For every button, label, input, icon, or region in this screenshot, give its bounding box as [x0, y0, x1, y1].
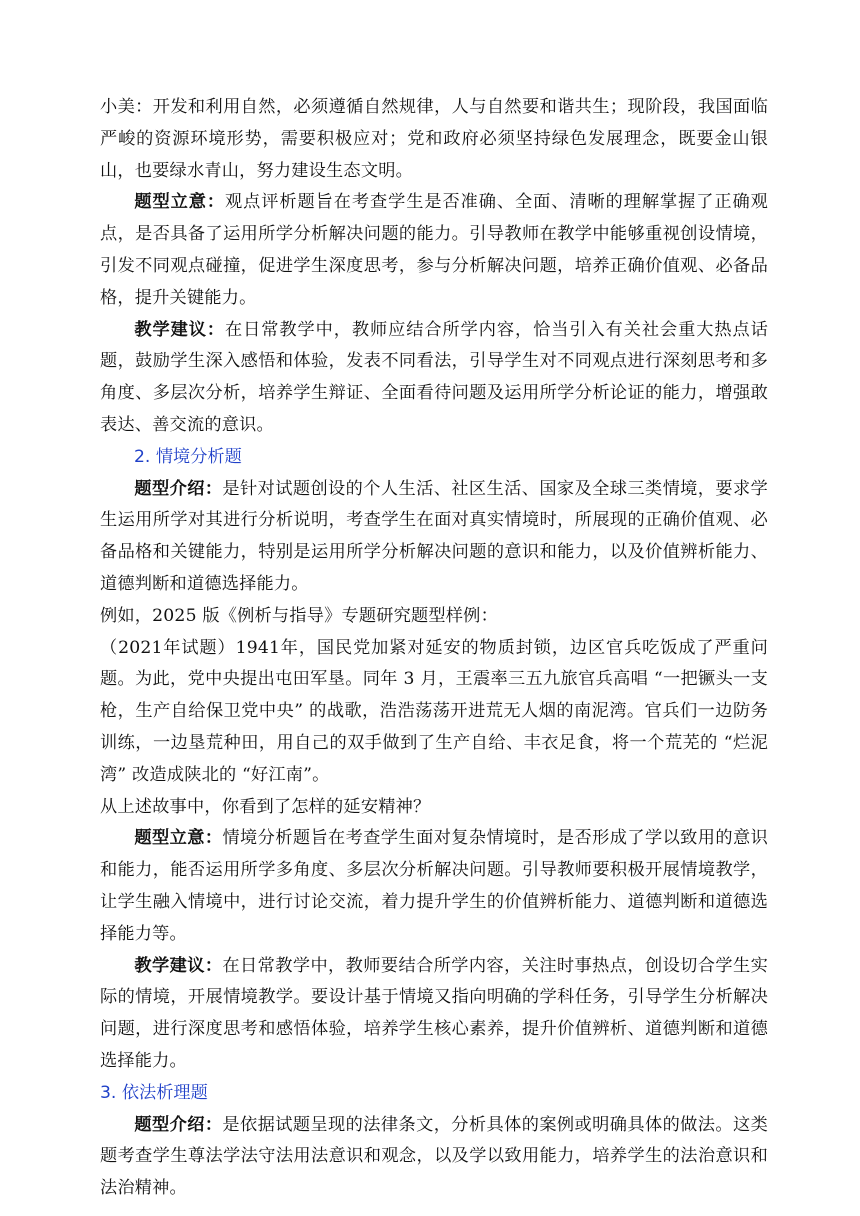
paragraph-text: 情境分析题旨在考查学生面对复杂情境时，是否形成了学以致用的意识和能力，能否运用所学多角度、多层次分析解决问题。引导教师要积极开展情境教学，让学生融入情境中，进行讨论交流，着力提升学生的价值辨析能力、道德判断和道德选择能力等。 [100, 828, 768, 944]
paragraph-teaching-advice-1 [100, 315, 768, 442]
paragraph-text: 从上述故事中，你看到了怎样的延安精神？ [100, 796, 431, 817]
document-page [100, 92, 768, 1205]
paragraph-text: 例如，2025 版《例析与指导》专题研究题型样例： [100, 605, 498, 626]
paragraph-question-intro-3 [100, 1110, 768, 1205]
paragraph-label: 教学建议： [134, 955, 223, 976]
paragraph-label: 题型介绍： [134, 1114, 223, 1135]
paragraph-text: 观点评析题旨在考查学生是否准确、全面、清晰的理解掌握了正确观点，是否具备了运用所学分析解决问题的能力。引导教师在教学中能够重视创设情境，引发不同观点碰撞，促进学生深度思考，参与分析解决问题，培养正确价值观、必备品格，提升关键能力。 [100, 192, 768, 308]
paragraph-question-intro-2 [100, 474, 768, 601]
paragraph-label: 教学建议： [134, 319, 226, 340]
paragraph-text: （2021年试题）1941年，国民党加紧对延安的物质封锁，边区官兵吃饭成了严重问题。为此，党中央提出屯田军垦。同年 3 月，王震率三五九旅官兵高唱 “一把镢头一支枪，生产自给保卫党中央” 的战歌，浩浩荡荡开进荒无人烟的南泥湾。官兵们一边防务训练，一边垦荒种田，用自己的双手做到了生产自给、丰衣足食，将一个荒芜的 “烂泥湾” 改造成陕北的 “好江南”。 [100, 637, 768, 785]
paragraph-text: 小美：开发和利用自然，必须遵循自然规律，人与自然要和谐共生；现阶段，我国面临严峻的资源环境形势，需要积极应对；党和政府必须坚持绿色发展理念，既要金山银山，也要绿水青山，努力建设生态文明。 [100, 97, 768, 181]
paragraph-label: 题型立意： [134, 828, 223, 849]
paragraph-text: 是针对试题创设的个人生活、社区生活、国家及全球三类情境，要求学生运用所学对其进行分析说明，考查学生在面对真实情境时，所展现的正确价值观、必备品格和关键能力，特别是运用所学分析解决问题的意识和能力，以及价值辨析能力、道德判断和道德选择能力。 [100, 478, 768, 594]
paragraph-example [100, 601, 768, 633]
paragraph-text: 在日常教学中，教师应结合所学内容，恰当引入有关社会重大热点话题，鼓励学生深入感悟和体验，发表不同看法，引导学生对不同观点进行深刻思考和多角度、多层次分析，培养学生辩证、全面看待问题及运用所学分析论证的能力，增强敢表达、善交流的意识。 [100, 319, 768, 435]
section-heading-3: 3. 依法析理题 [100, 1082, 208, 1103]
section-heading-2: 2. 情境分析题 [134, 446, 242, 467]
paragraph-text: 是依据试题呈现的法律条文，分析具体的案例或明确具体的做法。这类题考查学生尊法学法守法用法意识和观念，以及学以致用能力，培养学生的法治意识和法治精神。 [100, 1114, 768, 1199]
paragraph-xiaomei [100, 92, 768, 187]
paragraph-question-intent-2 [100, 823, 768, 950]
paragraph-exam-question [100, 633, 768, 792]
paragraph-label: 题型立意： [134, 192, 226, 213]
paragraph-question-prompt [100, 792, 768, 824]
paragraph-teaching-advice-2 [100, 951, 768, 1078]
paragraph-question-intent-1 [100, 187, 768, 314]
paragraph-text: 在日常教学中，教师要结合所学内容，关注时事热点，创设切合学生实际的情境，开展情境教学。要设计基于情境又指向明确的学科任务，引导学生分析解决问题，进行深度思考和感悟体验，培养学生核心素养，提升价值辨析、道德判断和道德选择能力。 [100, 955, 768, 1071]
paragraph-label: 题型介绍： [134, 478, 223, 499]
